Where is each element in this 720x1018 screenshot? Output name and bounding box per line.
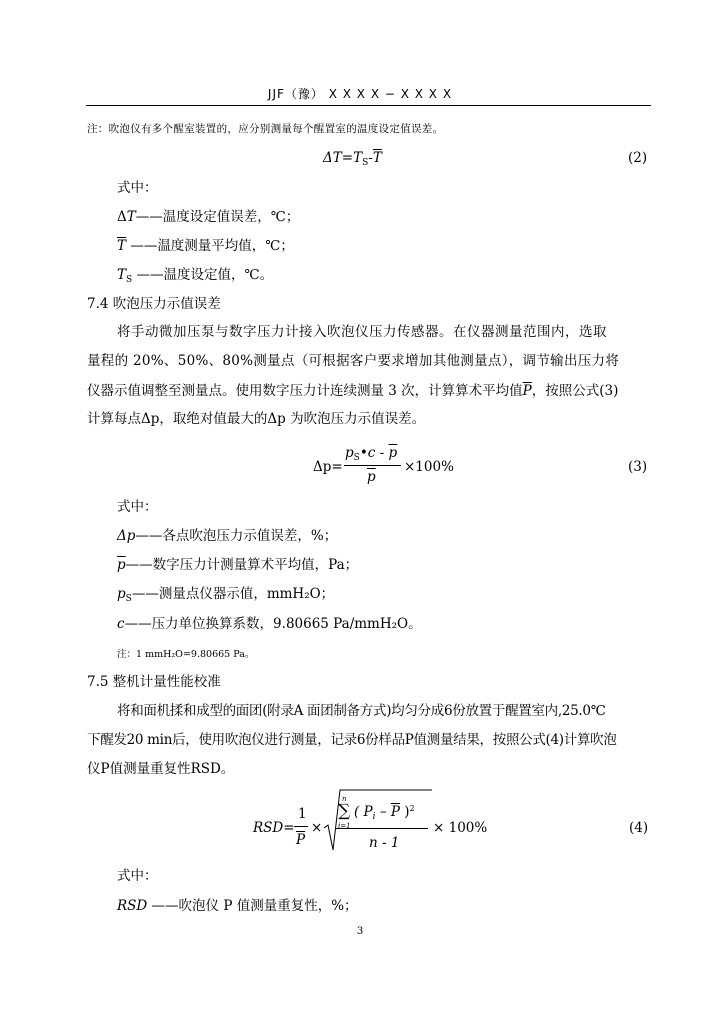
- definition-p-bar: $\overline{p}——$数字压力计测量算术平均值，Pa；: [117, 557, 359, 573]
- where-label: 式中：: [117, 868, 158, 884]
- page-number: 3: [356, 926, 364, 937]
- section-heading-7-5: 7.5 整机计量性能校准: [87, 674, 221, 690]
- where-label: 式中：: [117, 180, 158, 196]
- formula-4-p-bar: $\overline{P}$: [296, 832, 306, 848]
- sum-term: ( $P_i - \overline{P}$ )$^2$: [354, 804, 415, 822]
- formula-4-inner-bar: [336, 828, 428, 829]
- formula-2-number: (2): [628, 150, 648, 166]
- sum-bottom: i=1: [338, 822, 351, 830]
- definition-delta-p: Δp——各点吹泡压力示值误差，%；: [117, 528, 338, 544]
- section-heading-7-4: 7.4 吹泡压力示值误差: [87, 296, 221, 312]
- formula-3-tail: ×100%: [404, 459, 454, 475]
- formula-2-minus: -: [368, 150, 373, 166]
- paragraph-line: 仪器示值调整至测量点。使用数字压力计连续测量 3 次，计算算术平均值$\overline{P}$，按照公式(3): [87, 383, 619, 399]
- formula-2-sub: S: [362, 158, 369, 168]
- page-header-title: JJF（豫） X X X X − X X X X: [267, 87, 453, 101]
- sum-icon: ∑: [338, 801, 351, 821]
- header-rule: [86, 105, 651, 106]
- where-label: 式中：: [117, 499, 158, 515]
- formula-2-tbar: $\overline{T}$: [372, 150, 382, 166]
- paragraph-line: 量程的 20%、50%、80%测量点（可根据客户要求增加其他测量点），调节输出压力将: [87, 353, 620, 369]
- formula-3-denominator: $\overline{p}$: [367, 469, 376, 485]
- paragraph-line: 下醒发20 min后，使用吹泡仪进行测量，记录6份样品P值测量结果，按照公式(4)计算吹泡: [87, 732, 617, 748]
- formula-4-times: ×: [311, 820, 323, 836]
- formula-3-lhs: Δp=: [313, 459, 343, 475]
- formula-4-one: 1: [298, 806, 307, 822]
- formula-3-numerator: $p_S•c - \overline{p}$: [345, 445, 398, 463]
- definition-delta-t: ΔT——温度设定值误差，℃；: [117, 209, 300, 225]
- formula-2: [323, 152, 382, 168]
- definition-c: c——压力单位换算系数，9.80665 Pa/mmH₂O。: [117, 616, 422, 632]
- paragraph-line: 计算每点Δp，取绝对值最大的Δp 为吹泡压力示值误差。: [87, 411, 426, 427]
- sum-top: n: [342, 795, 347, 803]
- definition-t-bar: $\overline{T}$ ——温度测量平均值，℃；: [117, 238, 294, 254]
- definition-rsd: RSD ——吹泡仪 P 值测量重复性，%；: [117, 898, 358, 914]
- definition-ps: $p_S——$测量点仪器示值，mmH₂O；: [117, 586, 335, 604]
- note-text: 注：吹泡仪有多个醒室装置的，应分别测量每个醒置室的温度设定值误差。: [87, 123, 444, 135]
- paragraph-line: 仪P值测量重复性RSD。: [87, 761, 235, 777]
- note-text: 注：1 mmH₂O=9.80665 Pa。: [117, 649, 255, 660]
- formula-2-lhs: ΔT=: [323, 150, 354, 166]
- formula-4-lhs: RSD=: [253, 820, 295, 836]
- formula-4-tail: × 100%: [433, 820, 488, 836]
- formula-4-number: (4): [629, 820, 649, 836]
- formula-3-fraction-bar: [344, 465, 401, 466]
- formula-4-inner-den: n - 1: [369, 835, 400, 851]
- paragraph-line: 将和面机揉和成型的面团(附录A 面团制备方式)均匀分成6份放置于醒置室内,25.0℃: [117, 703, 606, 719]
- paragraph-line: 将手动微加压泵与数字压力计接入吹泡仪压力传感器。在仪器测量范围内，选取: [117, 324, 607, 340]
- formula-2-ts: T: [353, 150, 363, 166]
- formula-4-frac-bar: [294, 826, 308, 827]
- definition-ts: $T_S$ ——温度设定值，℃。: [117, 267, 274, 285]
- formula-3-number: (3): [628, 459, 648, 475]
